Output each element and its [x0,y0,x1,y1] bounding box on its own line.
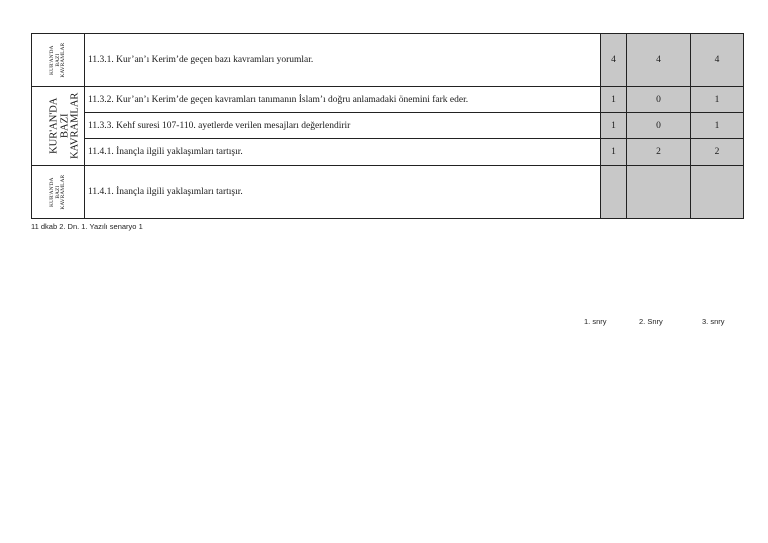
unit-label: KUR'AN'DA BAZI KAVRAMLAR [48,174,66,210]
unit-cell [32,166,85,219]
table-row [32,87,744,113]
scenario-label-2: 2. Snry [639,317,663,326]
value-cell: 1 [691,87,744,113]
table-row [32,139,744,166]
value-cell: 0 [627,87,691,113]
unit-label: KUR'AN'DA BAZI KAVRAMLAR [48,42,66,78]
unit-label: KUR'AN'DA BAZI KAVRAMLAR [48,92,81,160]
value-cell: 1 [691,113,744,139]
table-row [32,166,744,219]
value-cell: 1 [601,87,627,113]
value-cell: 4 [627,34,691,87]
objectives-table [31,33,744,219]
table-row [32,34,744,87]
value-cell [627,166,691,219]
value-cell: 0 [627,113,691,139]
scenario-label-1: 1. snry [584,317,607,326]
objective-cell: 11.4.1. İnançla ilgili yaklaşımları tartışır. [85,139,601,166]
unit-cell [32,34,85,87]
value-cell: 2 [627,139,691,166]
unit-cell-merged [32,87,85,166]
value-cell [601,166,627,219]
objective-cell: 11.3.3. Kehf suresi 107-110. ayetlerde verilen mesajları değerlendirir [85,113,601,139]
objective-cell: 11.4.1. İnançla ilgili yaklaşımları tartışır. [85,166,601,219]
value-cell: 1 [601,113,627,139]
objective-cell: 11.3.2. Kur’an’ı Kerim’de geçen kavramları tanımanın İslam’ı doğru anlamadaki önemini fark eder. [85,87,601,113]
value-cell: 4 [691,34,744,87]
table-row [32,113,744,139]
scenario-label-3: 3. snry [702,317,725,326]
objective-cell: 11.3.1. Kur’an’ı Kerim’de geçen bazı kavramları yorumlar. [85,34,601,87]
value-cell: 4 [601,34,627,87]
value-cell: 2 [691,139,744,166]
value-cell [691,166,744,219]
value-cell: 1 [601,139,627,166]
footnote: 11 dkab 2. Dn. 1. Yazılı senaryo 1 [31,222,143,231]
